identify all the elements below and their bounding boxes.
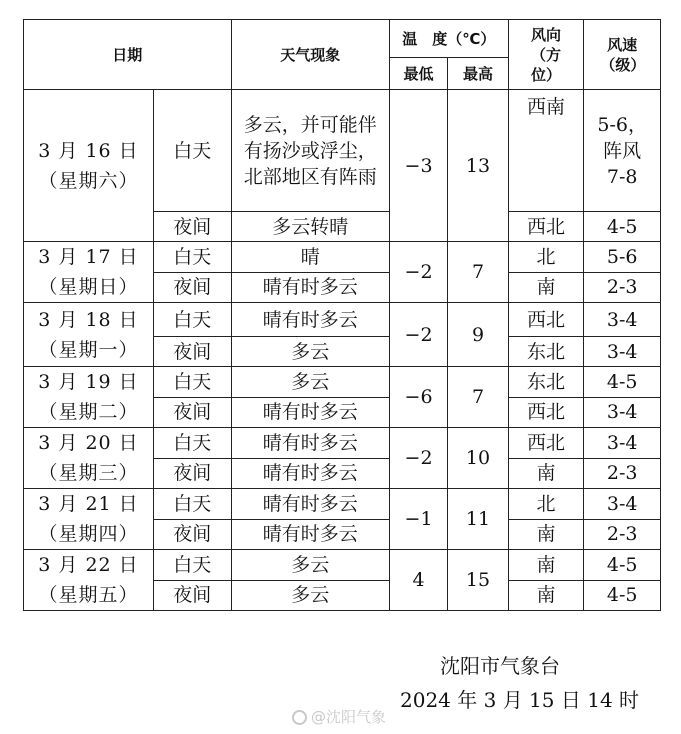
weekday: （星期一） — [38, 338, 139, 361]
period-day: 白天 — [154, 428, 232, 459]
temp-min: 4 — [389, 550, 447, 611]
temp-min: −6 — [389, 367, 447, 428]
wind-dir-night: 南 — [508, 458, 584, 489]
temp-max: 7 — [448, 367, 508, 428]
temp-max: 7 — [448, 242, 508, 303]
header-temp-max: 最高 — [448, 58, 508, 90]
day-row — [24, 303, 661, 337]
weather-night: 晴有时多云 — [231, 519, 389, 550]
header-phenomenon: 天气现象 — [231, 20, 389, 90]
date: 3 月 18 日 — [38, 308, 139, 331]
watermark-text: @沈阳气象 — [311, 708, 387, 726]
weather-night: 多云 — [231, 337, 389, 367]
date: 3 月 20 日 — [38, 432, 139, 454]
wind-dir-night: 西北 — [508, 397, 584, 428]
wind-speed-night: 3-4 — [584, 337, 661, 367]
wind-speed-day: 5-6，阵风 7-8 — [584, 90, 661, 212]
temp-min: −2 — [389, 303, 447, 367]
weibo-icon — [292, 710, 307, 725]
header-temp-min: 最低 — [389, 58, 447, 90]
temp-max: 9 — [448, 303, 508, 367]
wind-speed-night: 2-3 — [584, 458, 661, 489]
period-night: 夜间 — [154, 458, 232, 489]
date: 3 月 21 日 — [38, 493, 139, 515]
header-wind-direction: 风向（方位） — [508, 20, 584, 90]
temp-min: −3 — [389, 90, 447, 242]
temp-max: 11 — [448, 489, 508, 550]
date-cell — [24, 242, 154, 303]
date-cell — [24, 489, 154, 550]
wind-dir-day: 北 — [508, 489, 584, 520]
weather-day: 多云 — [231, 367, 389, 398]
weather-day: 多云，并可能伴有扬沙或浮尘，北部地区有阵雨 — [231, 90, 389, 212]
period-day: 白天 — [154, 489, 232, 520]
period-night: 夜间 — [154, 397, 232, 428]
period-day: 白天 — [154, 90, 232, 212]
wind-dir-night: 东北 — [508, 337, 584, 367]
period-night: 夜间 — [154, 580, 232, 611]
period-night: 夜间 — [154, 337, 232, 367]
day-row — [24, 428, 661, 459]
wind-speed-day: 5-6 — [584, 242, 661, 273]
temp-max: 10 — [448, 428, 508, 489]
wind-speed-night: 2-3 — [584, 519, 661, 550]
weekday: （星期二） — [38, 401, 139, 423]
date-cell — [24, 550, 154, 611]
wind-dir-day: 南 — [508, 550, 584, 581]
forecast-table — [23, 19, 661, 611]
period-day: 白天 — [154, 367, 232, 398]
wind-speed-night: 4-5 — [584, 212, 661, 242]
header-temperature: 温 度（℃） — [389, 20, 508, 58]
wind-dir-night: 南 — [508, 580, 584, 611]
weather-night: 多云转晴 — [231, 212, 389, 242]
date: 3 月 22 日 — [38, 554, 139, 576]
issuing-station: 沈阳市气象台 — [440, 654, 560, 678]
date: 3 月 19 日 — [38, 371, 139, 393]
weather-day: 晴有时多云 — [231, 303, 389, 337]
period-day: 白天 — [154, 242, 232, 273]
wind-dir-night: 南 — [508, 272, 584, 303]
wind-speed-day: 4-5 — [584, 367, 661, 398]
period-day: 白天 — [154, 550, 232, 581]
wind-dir-night: 西北 — [508, 212, 584, 242]
temp-max: 13 — [448, 90, 508, 242]
weekday: （星期三） — [38, 462, 139, 484]
period-day: 白天 — [154, 303, 232, 337]
day-row — [24, 489, 661, 520]
date-cell — [24, 428, 154, 489]
weather-night: 晴有时多云 — [231, 458, 389, 489]
weather-day: 晴有时多云 — [231, 489, 389, 520]
weekday: （星期六） — [38, 169, 139, 192]
date-cell — [24, 367, 154, 428]
wind-dir-day: 西南 — [508, 90, 584, 212]
weather-night: 晴有时多云 — [231, 272, 389, 303]
weather-night: 多云 — [231, 580, 389, 611]
wind-dir-day: 西北 — [508, 428, 584, 459]
wind-speed-day: 3-4 — [584, 428, 661, 459]
watermark — [292, 706, 386, 727]
weekday: （星期日） — [38, 276, 139, 298]
wind-dir-day: 北 — [508, 242, 584, 273]
date: 3 月 16 日 — [38, 139, 139, 162]
date: 3 月 17 日 — [38, 246, 139, 268]
period-night: 夜间 — [154, 272, 232, 303]
temp-min: −1 — [389, 489, 447, 550]
header-wind-speed: 风速（级） — [584, 20, 661, 90]
date-cell — [24, 90, 154, 242]
wind-speed-night: 3-4 — [584, 397, 661, 428]
day-row — [24, 242, 661, 273]
wind-dir-day: 东北 — [508, 367, 584, 398]
weather-day: 晴 — [231, 242, 389, 273]
weather-day: 晴有时多云 — [231, 428, 389, 459]
weather-day: 多云 — [231, 550, 389, 581]
wind-speed-night: 4-5 — [584, 580, 661, 611]
date-cell — [24, 303, 154, 367]
wind-speed-day: 3-4 — [584, 303, 661, 337]
forecast-body — [24, 90, 661, 611]
header-date: 日期 — [24, 20, 232, 90]
period-night: 夜间 — [154, 519, 232, 550]
wind-dir-night: 南 — [508, 519, 584, 550]
weekday: （星期四） — [38, 523, 139, 545]
issue-time: 2024 年 3 月 15 日 14 时 — [400, 688, 640, 712]
temp-min: −2 — [389, 242, 447, 303]
wind-speed-day: 3-4 — [584, 489, 661, 520]
day-row — [24, 550, 661, 581]
weather-night: 晴有时多云 — [231, 397, 389, 428]
period-night: 夜间 — [154, 212, 232, 242]
day-row — [24, 90, 661, 212]
temp-min: −2 — [389, 428, 447, 489]
temp-max: 15 — [448, 550, 508, 611]
wind-dir-day: 西北 — [508, 303, 584, 337]
day-row — [24, 367, 661, 398]
wind-speed-day: 4-5 — [584, 550, 661, 581]
weekday: （星期五） — [38, 584, 139, 606]
wind-speed-night: 2-3 — [584, 272, 661, 303]
